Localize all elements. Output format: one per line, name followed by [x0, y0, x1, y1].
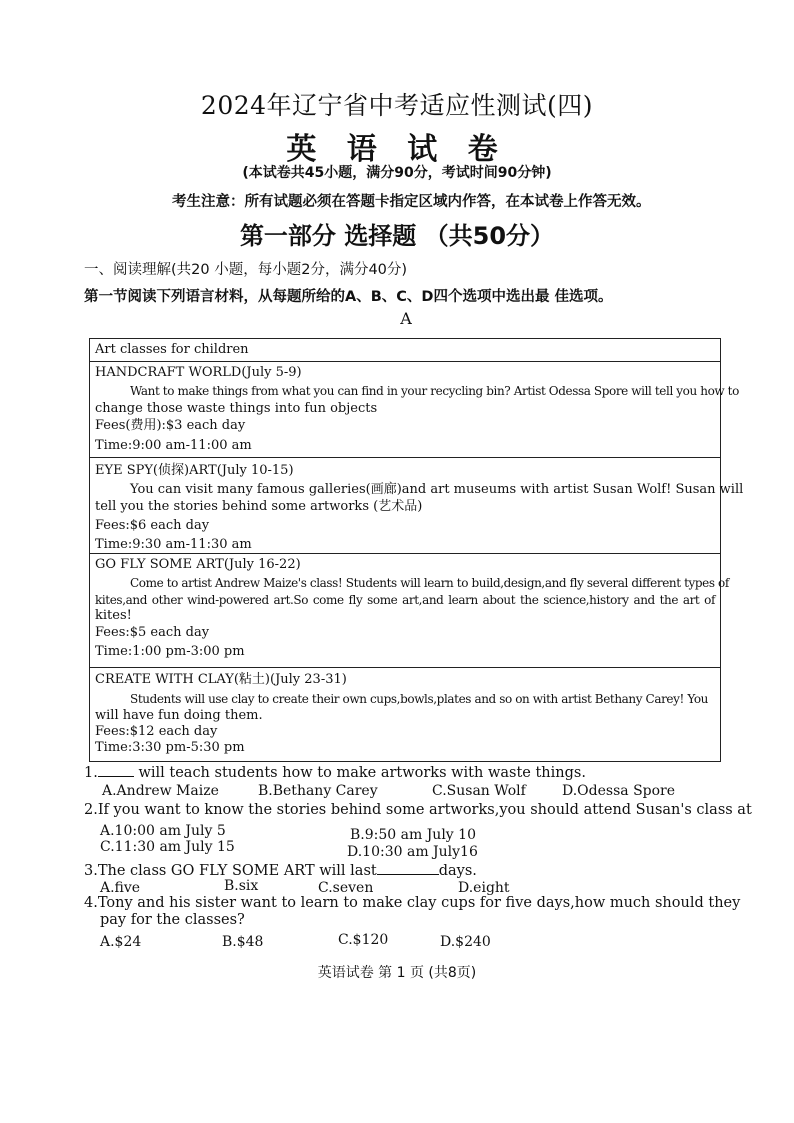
- question-4: 4.Tony and his sister want to learn to make clay cups for five days,how much should they: [84, 895, 741, 911]
- class-description: tell you the stories behind some artworks (艺术品): [95, 499, 423, 514]
- option-b: B.$48: [222, 934, 264, 950]
- question-2: 2.If you want to know the stories behind some artworks,you should attend Susan's class at: [84, 802, 752, 818]
- class-description: will have fun doing them.: [95, 708, 263, 723]
- page-footer: 英语试卷 第 1 页 (共8页): [317, 965, 477, 981]
- option-c: C.Susan Wolf: [432, 783, 526, 799]
- question-stem: days.: [438, 863, 477, 879]
- class-time: Time:3:30 pm-5:30 pm: [95, 740, 245, 755]
- class-row-handcraft: [90, 361, 739, 457]
- class-time: Time:9:30 am-11:30 am: [95, 537, 252, 552]
- option-a: A.five: [100, 880, 141, 896]
- question-stem: will teach students how to make artworks with waste things.: [133, 765, 586, 781]
- option-b: B.Bethany Carey: [258, 783, 378, 799]
- class-name: GO FLY SOME ART(July 16-22): [95, 557, 301, 572]
- class-fees: Fees:$12 each day: [95, 724, 218, 739]
- section-heading: 一、阅读理解(共20 小题，每小题2分，满分40分): [84, 262, 408, 278]
- table-heading: Art classes for children: [95, 342, 249, 357]
- art-classes-table: [89, 338, 744, 762]
- option-d: D.Odessa Spore: [562, 783, 676, 799]
- option-a: A.$24: [100, 934, 142, 950]
- class-row-eye-spy: [90, 457, 744, 553]
- question-4-cont: pay for the classes?: [100, 912, 245, 928]
- option-d: D.$240: [440, 934, 491, 950]
- passage-label: A: [400, 309, 412, 328]
- answer-blank: [377, 862, 439, 875]
- option-d: D.10:30 am July16: [347, 844, 478, 860]
- option-c: C.$120: [338, 932, 389, 948]
- class-description: Want to make things from what you can find in your recycling bin? Artist Odessa Spore will tell you how to: [130, 384, 739, 398]
- exam-info: (本试卷共45小题，满分90分，考试时间90分钟): [242, 165, 552, 181]
- answer-blank: [98, 764, 134, 777]
- option-b: B.9:50 am July 10: [350, 827, 476, 843]
- exam-title: 2024年辽宁省中考适应性测试(四): [200, 91, 594, 120]
- question-number: 1.: [84, 765, 98, 781]
- option-b: B.six: [224, 878, 259, 894]
- class-description: You can visit many famous galleries(画廊)and art museums with artist Susan Wolf! Susan will: [130, 482, 744, 497]
- class-row-go-fly: [90, 553, 729, 667]
- section-instruction: 第一节阅读下列语言材料，从每题所给的A、B、C、D四个选项中选出最 佳选项。: [84, 289, 613, 305]
- class-row-clay: [90, 667, 720, 762]
- part-title: 第一部分 选择题 （共50分）: [239, 222, 555, 250]
- class-name: HANDCRAFT WORLD(July 5-9): [95, 365, 302, 380]
- class-description: kites,and other wind-powered art.So come fly some art,and learn about the science,history and the art of: [95, 593, 715, 607]
- option-a: A.10:00 am July 5: [100, 823, 226, 839]
- class-name: EYE SPY(侦探)ART(July 10-15): [95, 463, 294, 478]
- class-description: Students will use clay to create their own cups,bowls,plates and so on with artist Bethany Carey! You: [130, 692, 708, 706]
- option-c: C.11:30 am July 15: [100, 839, 235, 855]
- class-fees: Fees:$5 each day: [95, 625, 210, 640]
- class-time: Time:1:00 pm-3:00 pm: [95, 644, 245, 659]
- option-d: D.eight: [458, 880, 510, 896]
- class-fees: Fees:$6 each day: [95, 518, 210, 533]
- option-c: C.seven: [318, 880, 374, 896]
- exam-notice: 考生注意：所有试题必须在答题卡指定区域内作答，在本试卷上作答无效。: [172, 194, 651, 210]
- question-stem: 3.The class GO FLY SOME ART will last: [84, 863, 377, 879]
- question-3: [84, 862, 477, 879]
- class-description: change those waste things into fun objects: [95, 401, 378, 416]
- class-description: kites!: [95, 608, 132, 623]
- option-a: A.Andrew Maize: [102, 783, 219, 799]
- subject-title: 英 语 试 卷: [286, 132, 508, 167]
- class-description: Come to artist Andrew Maize's class! Students will learn to build,design,and fly several different types of: [130, 576, 729, 590]
- class-fees: Fees(费用):$3 each day: [95, 418, 246, 433]
- class-name: CREATE WITH CLAY(粘土)(July 23-31): [95, 672, 347, 687]
- question-1: [84, 764, 586, 781]
- class-time: Time:9:00 am-11:00 am: [95, 438, 252, 453]
